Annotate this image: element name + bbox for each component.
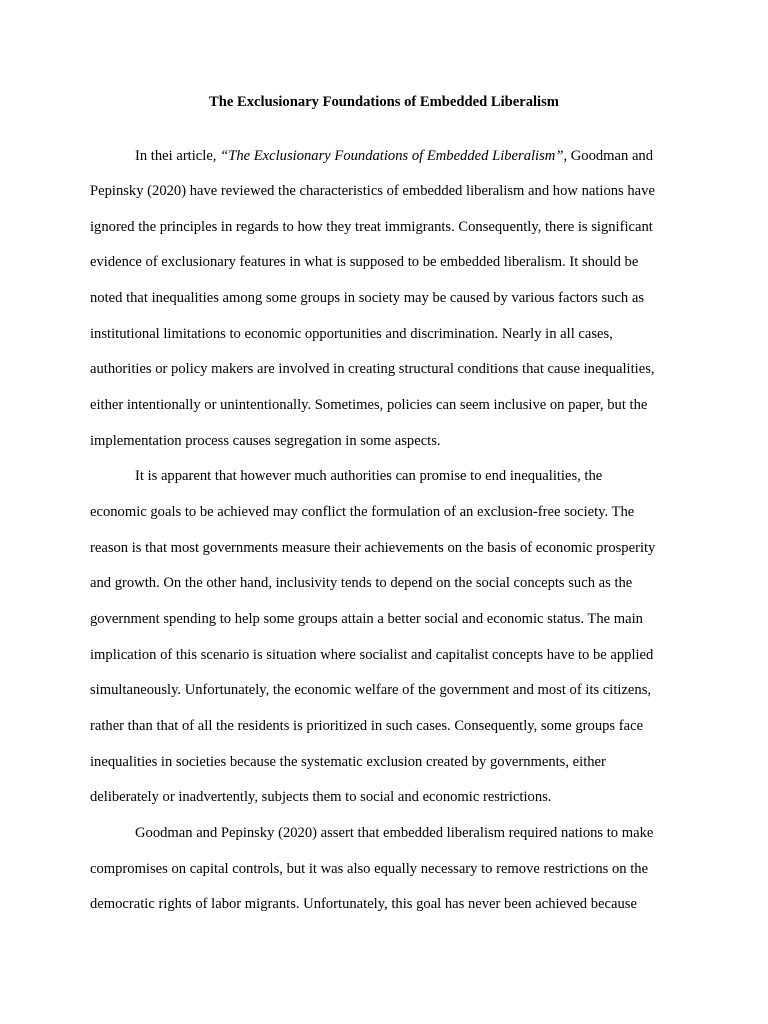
- paragraph-1-line-5: noted that inequalities among some groups in society may be caused by various factors such as: [90, 290, 645, 306]
- paragraph-1-text-start: In thei article,: [135, 148, 221, 164]
- document-title: The Exclusionary Foundations of Embedded Liberalism: [209, 94, 559, 110]
- paragraph-2-line-10: deliberately or inadvertently, subjects them to social and economic restrictions.: [90, 789, 552, 805]
- paragraph-2-line-1: It is apparent that however much authorities can promise to end inequalities, the: [135, 468, 603, 484]
- paragraph-2-line-9: inequalities in societies because the systematic exclusion created by governments, either: [90, 754, 606, 770]
- paragraph-1-line-9: implementation process causes segregation in some aspects.: [90, 433, 441, 449]
- paragraph-2-line-4: and growth. On the other hand, inclusivity tends to depend on the social concepts such as the: [90, 575, 633, 591]
- paragraph-1-line-3: ignored the principles in regards to how they treat immigrants. Consequently, there is significant: [90, 219, 653, 235]
- paragraph-3-line-2: compromises on capital controls, but it was also equally necessary to remove restrictions on the: [90, 861, 649, 877]
- paragraph-2-line-2: economic goals to be achieved may conflict the formulation of an exclusion-free society. The: [90, 504, 635, 520]
- paragraph-2-line-6: implication of this scenario is situation where socialist and capitalist concepts have to be applied: [90, 647, 654, 663]
- paragraph-2-line-7: simultaneously. Unfortunately, the economic welfare of the government and most of its citizens,: [90, 682, 652, 698]
- paragraph-1-line-6: institutional limitations to economic opportunities and discrimination. Nearly in all cases,: [90, 326, 613, 342]
- paragraph-3-line-3: democratic rights of labor migrants. Unfortunately, this goal has never been achieved because: [90, 896, 637, 912]
- paragraph-1-line-2: Pepinsky (2020) have reviewed the characteristics of embedded liberalism and how nations have: [90, 183, 655, 199]
- paragraph-1-line-1: [135, 146, 653, 166]
- article-title-italic: “The Exclusionary Foundations of Embedded Liberalism”: [220, 148, 564, 164]
- paragraph-1-line-4: evidence of exclusionary features in what is supposed to be embedded liberalism. It should be: [90, 254, 639, 270]
- paragraph-1-text-end: , Goodman and: [563, 148, 654, 164]
- paragraph-2-line-8: rather than that of all the residents is prioritized in such cases. Consequently, some groups face: [90, 718, 644, 734]
- paragraph-2-line-3: reason is that most governments measure their achievements on the basis of economic prosperity: [90, 540, 656, 556]
- paragraph-1-line-7: authorities or policy makers are involved in creating structural conditions that cause inequalities,: [90, 361, 655, 377]
- paragraph-2-line-5: government spending to help some groups attain a better social and economic status. The main: [90, 611, 643, 627]
- paragraph-1-line-8: either intentionally or unintentionally. Sometimes, policies can seem inclusive on paper, but the: [90, 397, 648, 413]
- paragraph-3-line-1: Goodman and Pepinsky (2020) assert that embedded liberalism required nations to make: [135, 825, 654, 841]
